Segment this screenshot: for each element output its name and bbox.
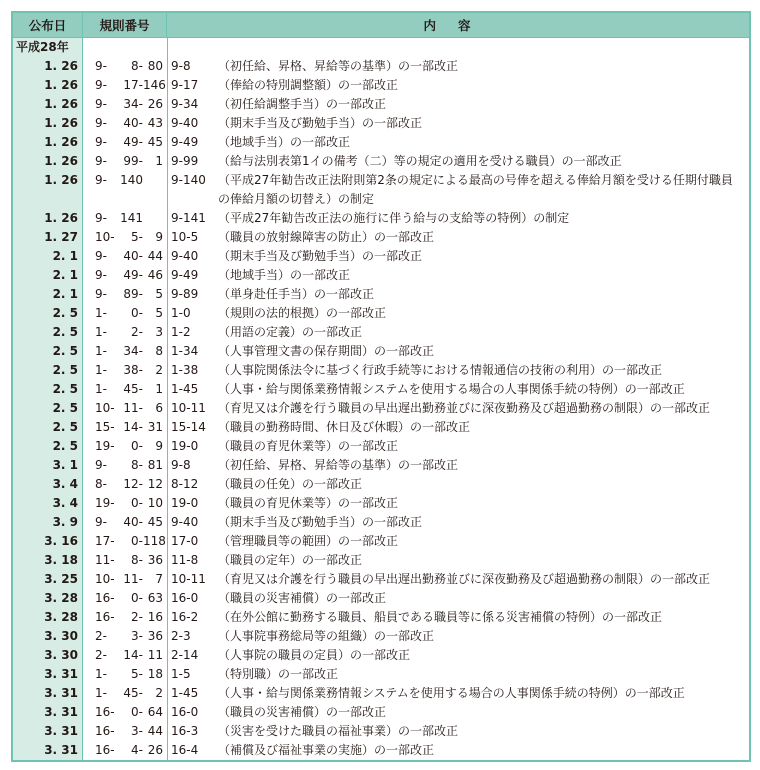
rule-id: 19-0	[171, 439, 199, 453]
table-row	[13, 722, 749, 741]
rule-id: 1-0	[171, 306, 191, 320]
table-row	[13, 456, 749, 475]
rule-id: 10-11	[171, 401, 206, 415]
content-cell	[167, 570, 749, 589]
header-number: 規則番号	[83, 13, 167, 37]
rule-id: 2-3	[171, 629, 191, 643]
publish-date: 3. 31	[44, 667, 78, 681]
rule-description: （育児又は介護を行う職員の早出遅出勤務並びに深夜勤務及び超過勤務の制限）の一部改正	[218, 401, 711, 415]
publish-date: 3. 1	[52, 458, 78, 472]
table-row	[13, 342, 749, 361]
rule-id: 1-45	[171, 686, 199, 700]
content-cell	[167, 304, 749, 323]
content-cell	[167, 665, 749, 684]
content-cell	[167, 209, 749, 228]
rule-number: 9- 99- 1	[95, 154, 163, 168]
content-cell	[167, 551, 749, 570]
table-row	[13, 513, 749, 532]
rule-id: 1-34	[171, 344, 199, 358]
rule-description: （俸給の特別調整額）の一部改正	[218, 78, 399, 92]
content-cell	[167, 627, 749, 646]
publish-date: 1. 26	[44, 211, 78, 225]
rule-number: 9- 17- 146	[95, 78, 166, 92]
rule-number: 2- 3- 36	[95, 629, 163, 643]
rule-number: 9- 40- 45	[95, 515, 163, 529]
table-row	[13, 380, 749, 399]
rule-number: 11- 8- 36	[95, 553, 163, 567]
era-row	[13, 38, 749, 57]
rule-id: 10-11	[171, 572, 206, 586]
rule-number: 1- 5- 18	[95, 667, 163, 681]
table-row	[13, 627, 749, 646]
publish-date: 1. 26	[44, 116, 78, 130]
rule-number: 9- 8- 81	[95, 458, 163, 472]
publish-date: 3. 31	[44, 686, 78, 700]
content-cell	[167, 76, 749, 95]
rule-description: （人事院関係法令に基づく行政手続等における情報通信の技術の利用）の一部改正	[218, 363, 663, 377]
publish-date: 3. 28	[44, 610, 78, 624]
publish-date: 3. 4	[52, 477, 78, 491]
content-cell	[167, 114, 749, 133]
rule-number: 9- 141	[95, 211, 143, 225]
rule-number: 1- 45- 1	[95, 382, 163, 396]
table-row	[13, 532, 749, 551]
rule-number: 8- 12- 12	[95, 477, 163, 491]
rule-id: 1-38	[171, 363, 199, 377]
rule-number: 10- 11- 6	[95, 401, 163, 415]
rule-number: 9- 40- 44	[95, 249, 163, 263]
rule-id: 9-49	[171, 135, 199, 149]
publish-date: 2. 5	[52, 344, 78, 358]
rule-description: （初任給調整手当）の一部改正	[218, 97, 387, 111]
publish-date: 1. 26	[44, 97, 78, 111]
rule-description: （職員の勤務時間、休日及び休暇）の一部改正	[218, 420, 471, 434]
rule-id: 9-40	[171, 249, 199, 263]
rule-number: 1- 38- 2	[95, 363, 163, 377]
rule-number: 15- 14- 31	[95, 420, 163, 434]
publish-date: 1. 26	[44, 173, 78, 187]
table-row	[13, 228, 749, 247]
rule-id: 17-0	[171, 534, 199, 548]
rule-description: （補償及び福祉事業の実施）の一部改正	[218, 743, 435, 757]
rule-description: （人事・給与関係業務情報システムを使用する場合の人事関係手続の特例）の一部改正	[218, 382, 685, 396]
rule-id: 9-8	[171, 458, 191, 472]
table-row	[13, 684, 749, 703]
rule-id: 8-12	[171, 477, 199, 491]
table-row	[13, 551, 749, 570]
rule-description: （人事院の職員の定員）の一部改正	[218, 648, 411, 662]
rule-id: 9-34	[171, 97, 199, 111]
table-row	[13, 247, 749, 266]
header-date: 公布日	[13, 13, 83, 37]
rule-number: 1- 45- 2	[95, 686, 163, 700]
rule-number: 2- 14- 11	[95, 648, 163, 662]
rule-number: 19- 0- 10	[95, 496, 163, 510]
table-row	[13, 399, 749, 418]
content-cell	[167, 95, 749, 114]
content-cell	[167, 342, 749, 361]
rule-number: 9- 89- 5	[95, 287, 163, 301]
content-cell	[167, 741, 749, 760]
rule-description: （初任給、昇格、昇給等の基準）の一部改正	[218, 59, 459, 73]
rules-table	[11, 11, 751, 762]
content-cell	[167, 361, 749, 380]
table-row	[13, 304, 749, 323]
table-row	[13, 266, 749, 285]
publish-date: 1. 26	[44, 154, 78, 168]
rule-number: 16- 3- 44	[95, 724, 163, 738]
rule-number: 9- 49- 45	[95, 135, 163, 149]
content-cell	[167, 494, 749, 513]
rule-number: 1- 2- 3	[95, 325, 163, 339]
rule-number: 9- 34- 26	[95, 97, 163, 111]
table-row	[13, 418, 749, 437]
content-cell	[167, 684, 749, 703]
rule-id: 9-40	[171, 116, 199, 130]
rule-description: （管理職員等の範囲）の一部改正	[218, 534, 399, 548]
rule-id: 9-141	[171, 211, 206, 225]
content-cell	[167, 608, 749, 627]
rule-number: 10- 5- 9	[95, 230, 163, 244]
rule-id: 16-2	[171, 610, 199, 624]
content-cell	[167, 228, 749, 247]
rule-number: 16- 2- 16	[95, 610, 163, 624]
rule-id: 9-99	[171, 154, 199, 168]
publish-date: 2. 5	[52, 401, 78, 415]
content-cell	[167, 133, 749, 152]
rule-description: （在外公館に勤務する職員、船員である職員等に係る災害補償の特例）の一部改正	[218, 610, 663, 624]
content-cell	[167, 532, 749, 551]
rule-number: 9- 8- 80	[95, 59, 163, 73]
rule-number: 1- 34- 8	[95, 344, 163, 358]
rule-description: （規則の法的根拠）の一部改正	[218, 306, 387, 320]
rule-id: 1-5	[171, 667, 191, 681]
content-cell	[167, 418, 749, 437]
rule-id: 2-14	[171, 648, 199, 662]
publish-date: 2. 5	[52, 439, 78, 453]
content-cell	[167, 646, 749, 665]
rule-number: 16- 0- 64	[95, 705, 163, 719]
rule-description: （人事管理文書の保存期間）の一部改正	[218, 344, 435, 358]
rule-description: （給与法別表第1イの備考（二）等の規定の適用を受ける職員）の一部改正	[218, 154, 622, 168]
table-row	[13, 665, 749, 684]
rule-description: （職員の育児休業等）の一部改正	[218, 496, 399, 510]
table-row	[13, 95, 749, 114]
content-cell	[167, 380, 749, 399]
rule-description: （用語の定義）の一部改正	[218, 325, 363, 339]
table-row	[13, 475, 749, 494]
rule-number: 17- 0- 118	[95, 534, 166, 548]
table-row	[13, 285, 749, 304]
rule-description: （人事・給与関係業務情報システムを使用する場合の人事関係手続の特例）の一部改正	[218, 686, 685, 700]
rule-id: 1-2	[171, 325, 191, 339]
rule-id: 16-3	[171, 724, 199, 738]
rule-number: 16- 0- 63	[95, 591, 163, 605]
publish-date: 2. 1	[52, 249, 78, 263]
rule-description: （地域手当）の一部改正	[218, 135, 351, 149]
rule-id: 9-40	[171, 515, 199, 529]
rule-number: 1- 0- 5	[95, 306, 163, 320]
table-row	[13, 703, 749, 722]
publish-date: 2. 1	[52, 287, 78, 301]
table-row	[13, 209, 749, 228]
content-cell	[167, 57, 749, 76]
rule-id: 9-8	[171, 59, 191, 73]
rule-number: 9- 40- 43	[95, 116, 163, 130]
table-row	[13, 437, 749, 456]
table-row	[13, 494, 749, 513]
publish-date: 2. 5	[52, 306, 78, 320]
content-cell	[167, 323, 749, 342]
content-cell	[167, 475, 749, 494]
rule-id: 10-5	[171, 230, 199, 244]
rule-description: （期末手当及び勤勉手当）の一部改正	[218, 249, 423, 263]
content-cell	[167, 399, 749, 418]
rule-number: 16- 4- 26	[95, 743, 163, 757]
rule-id: 19-0	[171, 496, 199, 510]
rule-id: 1-45	[171, 382, 199, 396]
publish-date: 2. 5	[52, 325, 78, 339]
content-cell	[167, 456, 749, 475]
content-cell	[167, 266, 749, 285]
rule-id: 16-4	[171, 743, 199, 757]
content-cell	[167, 152, 749, 171]
rule-description: （初任給、昇格、昇給等の基準）の一部改正	[218, 458, 459, 472]
publish-date: 3. 31	[44, 743, 78, 757]
table-row	[13, 152, 749, 171]
rule-description: （職員の災害補償）の一部改正	[218, 705, 387, 719]
content-cell	[167, 437, 749, 456]
content-cell	[167, 247, 749, 266]
content-cell	[167, 171, 749, 209]
content-cell	[167, 589, 749, 608]
table-row	[13, 171, 749, 209]
content-cell	[167, 722, 749, 741]
table-row	[13, 76, 749, 95]
header-content: 内容	[423, 18, 493, 33]
rule-id: 11-8	[171, 553, 199, 567]
table-row	[13, 608, 749, 627]
publish-date: 2. 1	[52, 268, 78, 282]
publish-date: 3. 30	[44, 629, 78, 643]
content-cell	[167, 513, 749, 532]
publish-date: 2. 5	[52, 363, 78, 377]
rule-description: （特別職）の一部改正	[218, 667, 339, 681]
table-row	[13, 589, 749, 608]
publish-date: 3. 25	[44, 572, 78, 586]
publish-date: 3. 28	[44, 591, 78, 605]
publish-date: 1. 26	[44, 78, 78, 92]
table-header	[13, 13, 749, 38]
rule-id: 9-17	[171, 78, 199, 92]
rule-id: 9-89	[171, 287, 199, 301]
rule-description: （職員の任免）の一部改正	[218, 477, 363, 491]
table-row	[13, 741, 749, 760]
publish-date: 3. 9	[52, 515, 78, 529]
rule-description: （職員の災害補償）の一部改正	[218, 591, 387, 605]
rule-description: （期末手当及び勤勉手当）の一部改正	[218, 116, 423, 130]
publish-date: 1. 27	[44, 230, 78, 244]
rule-id: 9-140	[171, 173, 206, 187]
rule-description: （職員の育児休業等）の一部改正	[218, 439, 399, 453]
publish-date: 3. 31	[44, 724, 78, 738]
rule-number: 9- 49- 46	[95, 268, 163, 282]
rule-description: （平成27年勧告改正法附則第2条の規定による最高の号俸を超える俸給月額を受ける任期付職員の俸給月額の切替え）の制定	[218, 173, 733, 206]
table-row	[13, 133, 749, 152]
publish-date: 3. 16	[44, 534, 78, 548]
rule-id: 16-0	[171, 705, 199, 719]
rule-description: （地域手当）の一部改正	[218, 268, 351, 282]
publish-date: 3. 4	[52, 496, 78, 510]
era-label: 平成28年	[16, 40, 69, 54]
table-row	[13, 646, 749, 665]
rule-description: （職員の定年）の一部改正	[218, 553, 363, 567]
rule-description: （平成27年勧告改正法の施行に伴う給与の支給等の特例）の制定	[218, 211, 570, 225]
publish-date: 1. 26	[44, 135, 78, 149]
table-row	[13, 323, 749, 342]
publish-date: 3. 18	[44, 553, 78, 567]
rule-description: （育児又は介護を行う職員の早出遅出勤務並びに深夜勤務及び超過勤務の制限）の一部改正	[218, 572, 711, 586]
table-body	[13, 38, 749, 760]
content-cell	[167, 703, 749, 722]
publish-date: 1. 26	[44, 59, 78, 73]
table-row	[13, 57, 749, 76]
rule-description: （単身赴任手当）の一部改正	[218, 287, 375, 301]
publish-date: 2. 5	[52, 420, 78, 434]
rule-id: 15-14	[171, 420, 206, 434]
content-cell	[167, 285, 749, 304]
publish-date: 3. 31	[44, 705, 78, 719]
table-row	[13, 570, 749, 589]
publish-date: 3. 30	[44, 648, 78, 662]
rule-number: 9- 140	[95, 173, 143, 187]
rule-description: （災害を受けた職員の福祉事業）の一部改正	[218, 724, 459, 738]
rule-description: （期末手当及び勤勉手当）の一部改正	[218, 515, 423, 529]
publish-date: 2. 5	[52, 382, 78, 396]
rule-description: （職員の放射線障害の防止）の一部改正	[218, 230, 435, 244]
rule-number: 10- 11- 7	[95, 572, 163, 586]
rule-id: 16-0	[171, 591, 199, 605]
rule-id: 9-49	[171, 268, 199, 282]
table-row	[13, 114, 749, 133]
rule-description: （人事院事務総局等の組織）の一部改正	[218, 629, 435, 643]
table-row	[13, 361, 749, 380]
rule-number: 19- 0- 9	[95, 439, 163, 453]
